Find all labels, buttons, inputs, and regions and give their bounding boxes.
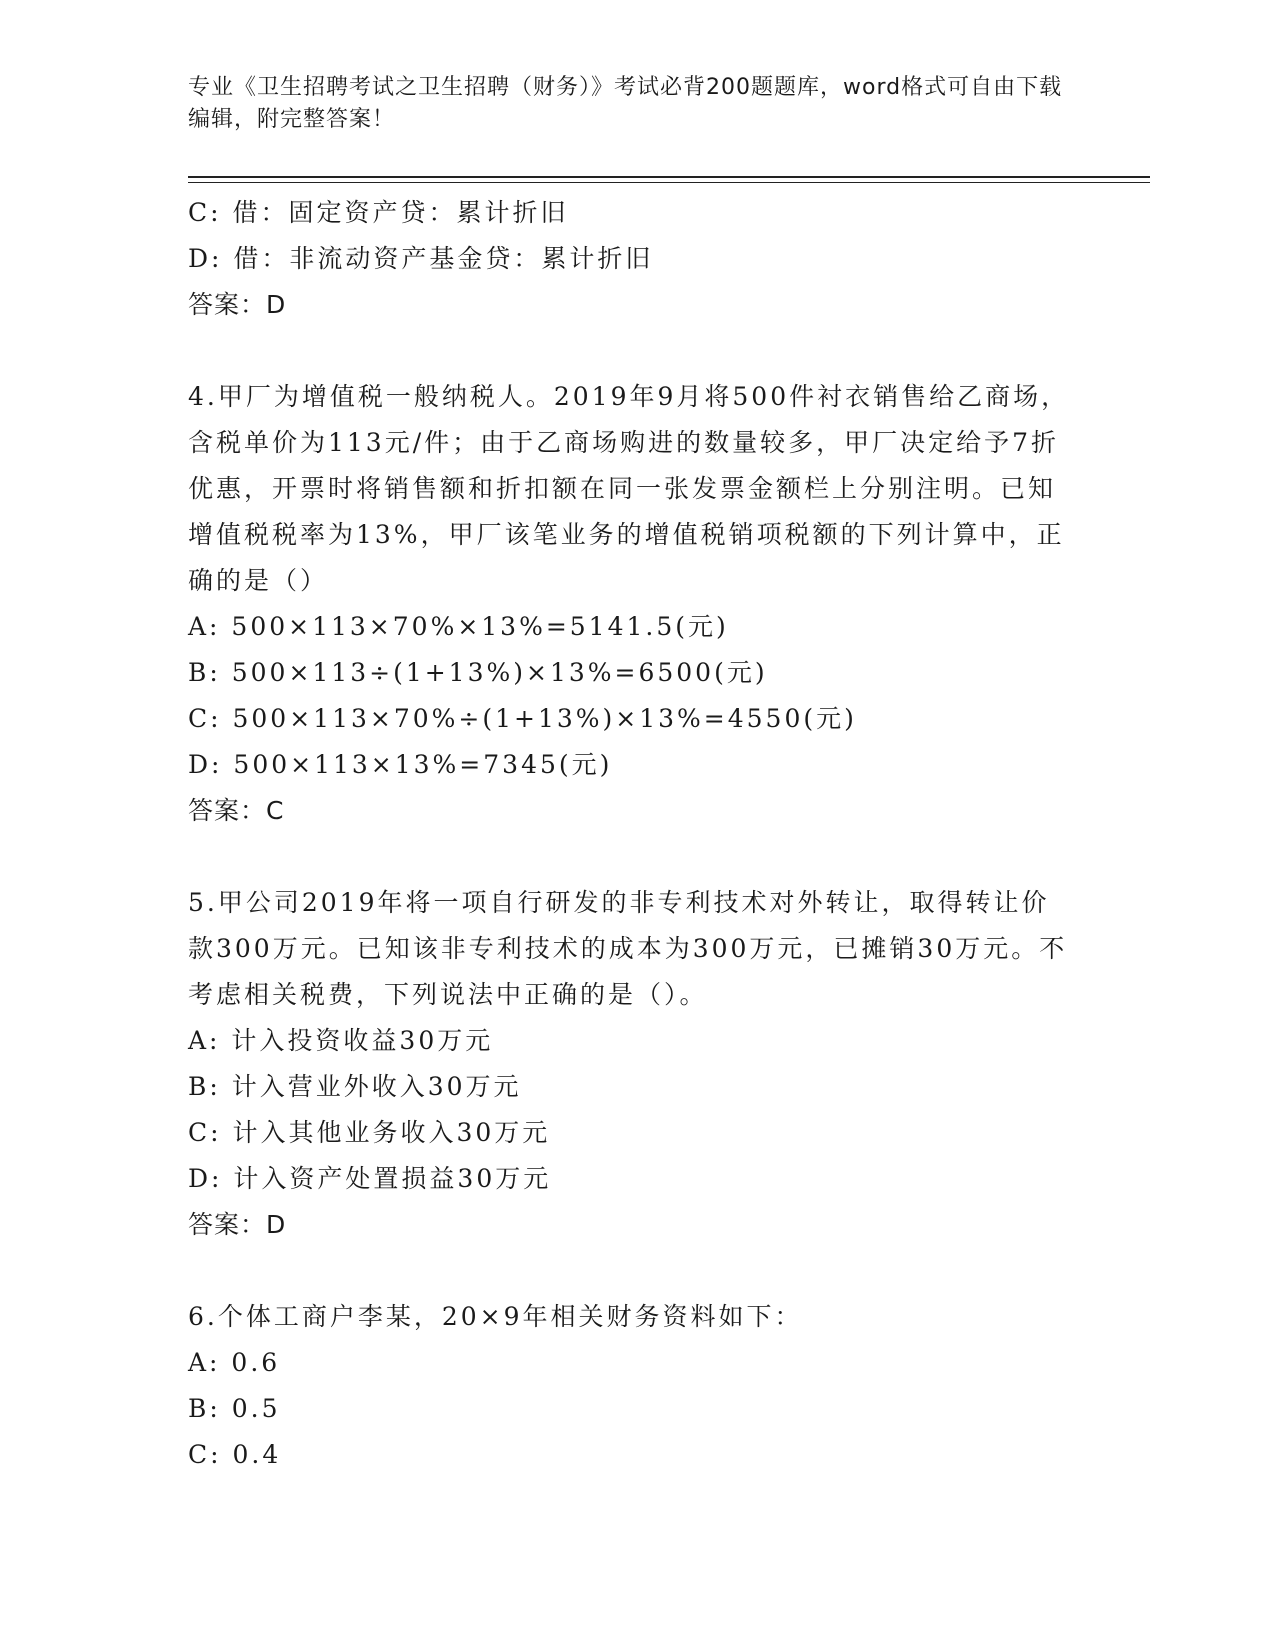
answer: 答案：D (188, 1210, 287, 1239)
question-5 (188, 880, 1088, 1248)
option-d: D: 借：非流动资产基金贷：累计折旧 (188, 244, 654, 273)
option-c: C: 500×113×70%÷(1+13%)×13%=4550(元) (188, 704, 857, 733)
option-b: B: 计入营业外收入30万元 (188, 1072, 522, 1101)
option-a: A: 0.6 (188, 1348, 281, 1377)
answer: 答案：D (188, 290, 287, 319)
header-rule-thin (188, 182, 1150, 183)
header-rule (188, 176, 1150, 178)
question-6 (188, 1294, 1088, 1478)
document-header: 专业《卫生招聘考试之卫生招聘（财务）》考试必背200题题库，word格式可自由下载编辑，附完整答案！ (188, 75, 1063, 132)
option-b: B: 0.5 (188, 1394, 281, 1423)
option-c: C: 借：固定资产贷：累计折旧 (188, 198, 569, 227)
option-d: D: 计入资产处置损益30万元 (188, 1164, 552, 1193)
document-body (188, 190, 1088, 1478)
option-b: B: 500×113÷(1+13%)×13%=6500(元) (188, 658, 768, 687)
option-a: A: 计入投资收益30万元 (188, 1026, 494, 1055)
question-3-tail (188, 190, 1088, 328)
question-text: 5.甲公司2019年将一项自行研发的非专利技术对外转让，取得转让价款300万元。已知该非专利技术的成本为300万元，已摊销30万元。不考虑相关税费，下列说法中正确的是（）。 (188, 888, 1068, 1009)
option-c: C: 计入其他业务收入30万元 (188, 1118, 551, 1147)
question-text: 4.甲厂为增值税一般纳税人。2019年9月将500件衬衣销售给乙商场，含税单价为113元/件；由于乙商场购进的数量较多，甲厂决定给予7折优惠，开票时将销售额和折扣额在同一张发票金额栏上分别注明。已知增值税税率为13%，甲厂该笔业务的增值税销项税额的下列计算中，正确的是（） (188, 382, 1070, 595)
question-4 (188, 374, 1088, 834)
option-d: D: 500×113×13%=7345(元) (188, 750, 613, 779)
option-a: A: 500×113×70%×13%=5141.5(元) (188, 612, 729, 641)
question-text: 6.个体工商户李某，20×9年相关财务资料如下： (188, 1302, 803, 1331)
option-c: C: 0.4 (188, 1440, 282, 1469)
answer: 答案：C (188, 796, 285, 825)
